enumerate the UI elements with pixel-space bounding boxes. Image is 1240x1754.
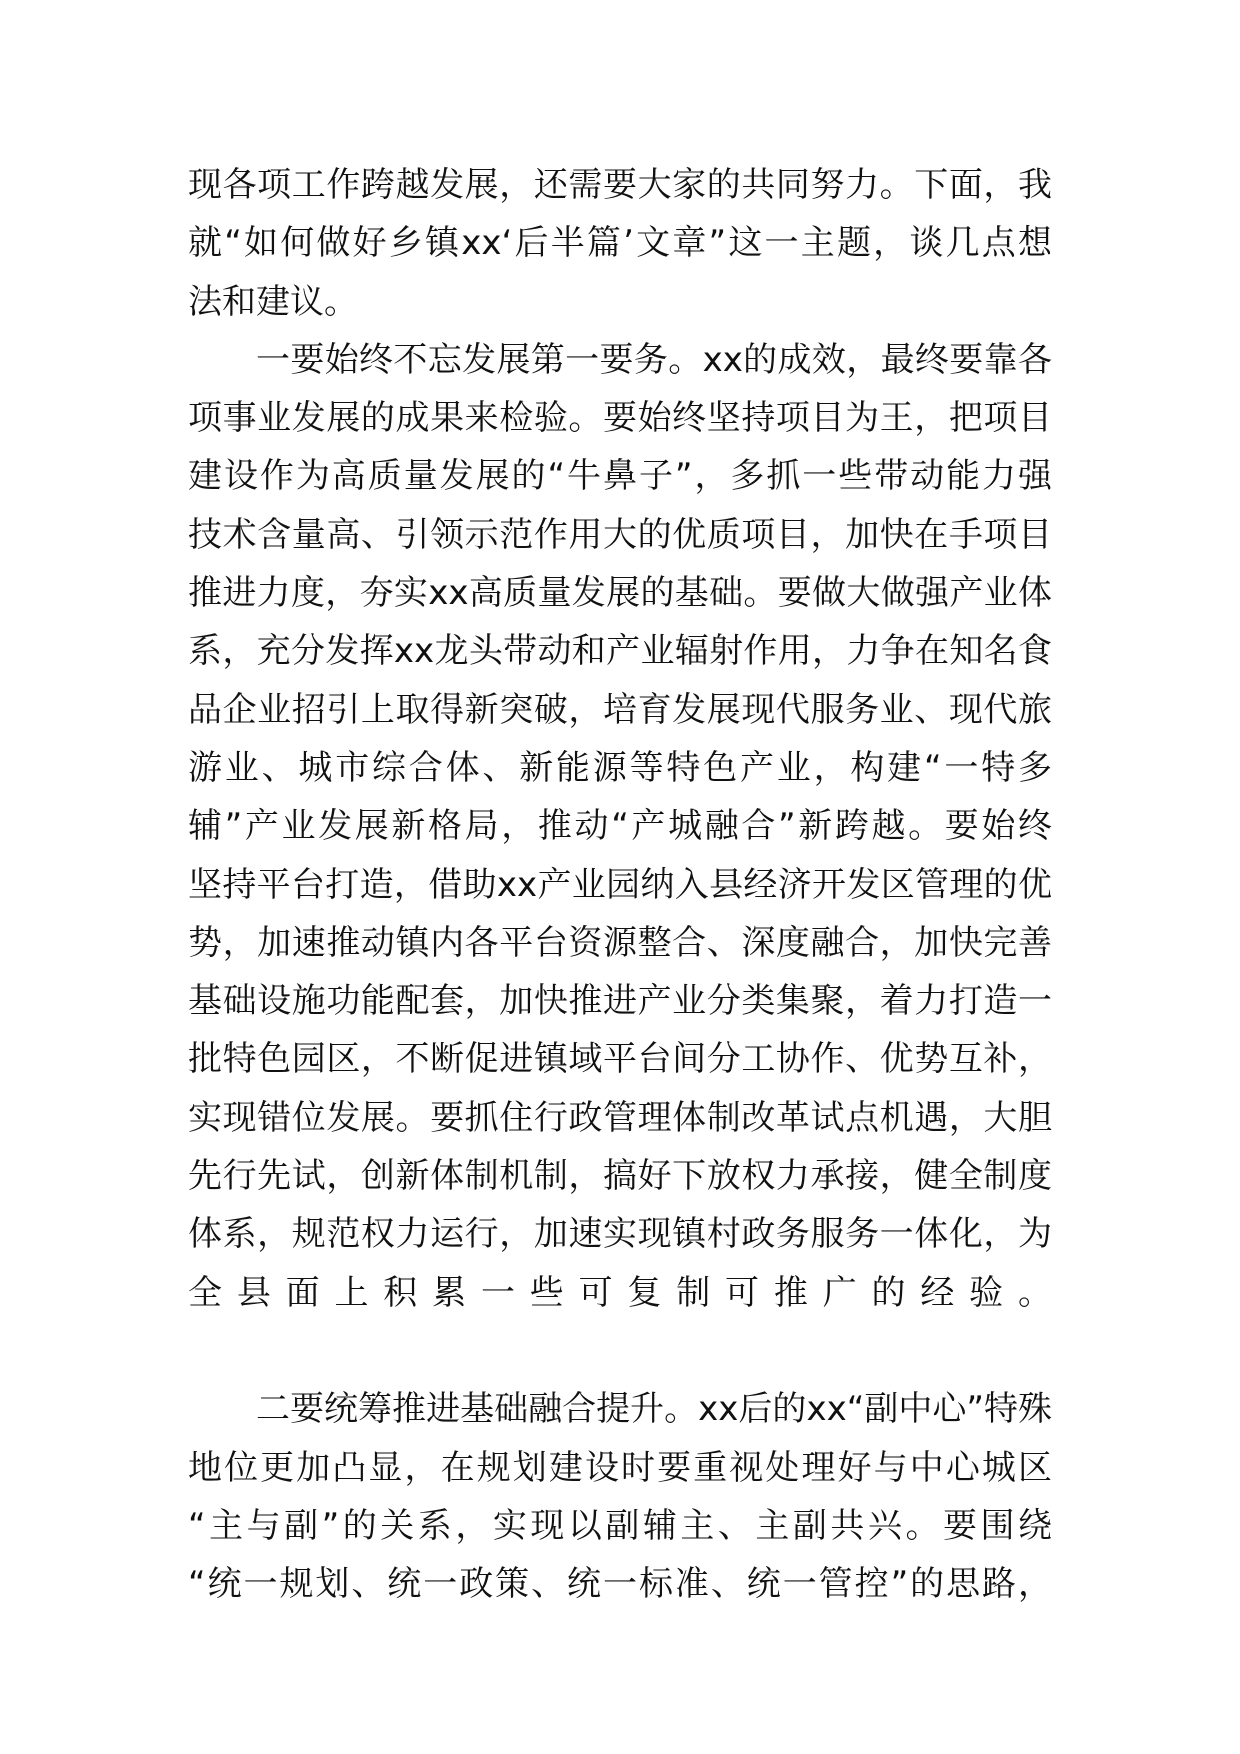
text-line: 项事业发展的成果来检验。要始终坚持项目为王，把项目 — [188, 398, 1052, 439]
text-line: 法和建议。 — [188, 281, 358, 322]
text-line: 建设作为高质量发展的“牛鼻子”，多抓一些带动能力强 — [188, 456, 1052, 497]
text-line: “统一规划、统一政策、统一标准、统一管控”的思路， — [188, 1564, 1052, 1605]
paragraph-intro — [188, 156, 1052, 331]
text-line: 系，充分发挥xx龙头带动和产业辐射作用，力争在知名食 — [188, 631, 1052, 672]
document-body — [188, 156, 1052, 1613]
text-line: 基础设施功能配套，加快推进产业分类集聚，着力打造一 — [188, 981, 1052, 1022]
text-line: 先行先试，创新体制机制，搞好下放权力承接，健全制度 — [188, 1156, 1052, 1197]
text-line: 全县面上积累一些可复制可推广的经验。 — [188, 1272, 1052, 1313]
text-line: 坚持平台打造，借助xx产业园纳入县经济开发区管理的优 — [188, 864, 1052, 905]
text-line: 体系，规范权力运行，加速实现镇村政务服务一体化，为 — [188, 1214, 1052, 1255]
text-line: 辅”产业发展新格局，推动“产城融合”新跨越。要始终 — [188, 806, 1052, 847]
text-line: 一要始终不忘发展第一要务。xx的成效，最终要靠各 — [256, 339, 1052, 380]
text-line: 二要统筹推进基础融合提升。xx后的xx“副中心”特殊 — [256, 1389, 1052, 1430]
text-line: 现各项工作跨越发展，还需要大家的共同努力。下面，我 — [188, 165, 1052, 205]
paragraph-development — [188, 331, 1052, 1380]
text-line — [188, 1322, 1052, 1380]
text-line: 实现错位发展。要抓住行政管理体制改革试点机遇，大胆 — [188, 1097, 1052, 1138]
text-line: 品企业招引上取得新突破，培育发展现代服务业、现代旅 — [188, 689, 1052, 730]
text-line: “主与副”的关系，实现以副辅主、主副共兴。要围绕 — [188, 1505, 1052, 1546]
paragraph-infrastructure — [188, 1380, 1052, 1613]
text-line: 技术含量高、引领示范作用大的优质项目，加快在手项目 — [188, 514, 1052, 555]
text-line: 批特色园区，不断促进镇域平台间分工协作、优势互补， — [188, 1039, 1052, 1080]
text-line: 推进力度，夯实xx高质量发展的基础。要做大做强产业体 — [188, 573, 1052, 614]
text-line: 游业、城市综合体、新能源等特色产业，构建“一特多 — [188, 747, 1052, 788]
text-line: 势，加速推动镇内各平台资源整合、深度融合，加快完善 — [188, 922, 1052, 963]
text-line: 地位更加凸显，在规划建设时要重视处理好与中心城区 — [188, 1447, 1052, 1488]
text-line: 就“如何做好乡镇xx‘后半篇’文章”这一主题，谈几点想 — [188, 223, 1052, 264]
